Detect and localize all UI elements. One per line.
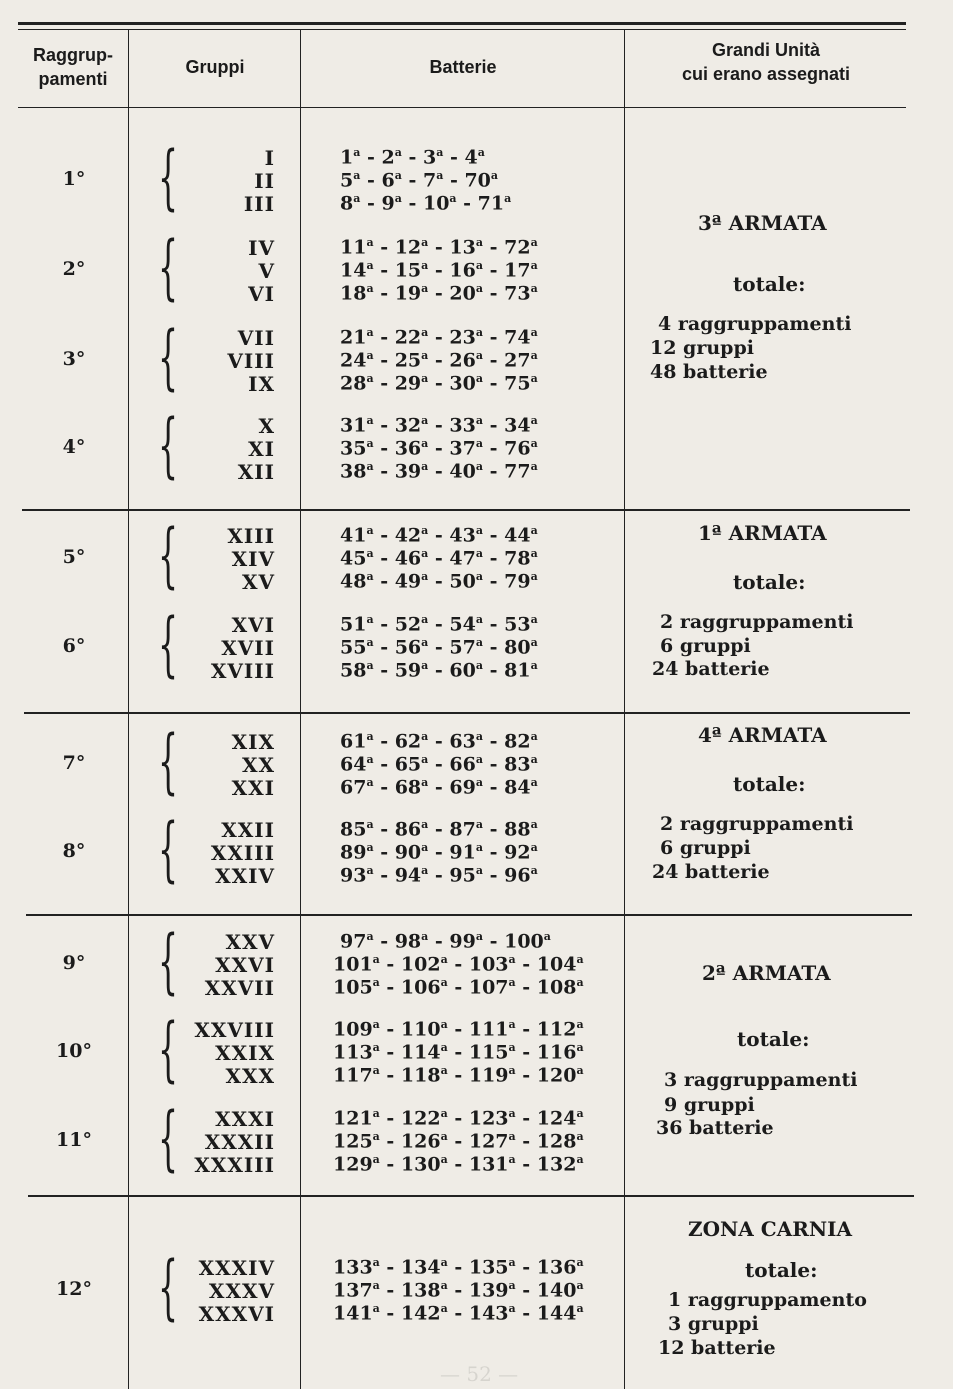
batterie-line: 8$^a$ - 9$^a$ - 10$^a$ - 71$^a$ <box>340 192 512 215</box>
gruppo-label: XXXIII <box>194 1153 275 1177</box>
gruppo-label: XXXV <box>208 1279 275 1303</box>
totale-line: 2 raggruppamenti <box>660 813 854 835</box>
header-grandi-unita: Grandi Unità cui erano assegnati <box>681 40 851 84</box>
totale-line: 9 gruppi <box>664 1094 755 1116</box>
totale-line: 12 batterie <box>658 1337 776 1359</box>
curly-brace-icon: { <box>158 603 179 685</box>
gruppo-label: XXVII <box>204 976 275 1000</box>
grande-unita-name: ZONA CARNIA <box>688 1217 852 1241</box>
batterie-line: 1$^a$ - 2$^a$ - 3$^a$ - 4$^a$ <box>340 146 485 169</box>
batterie-line: 61$^a$ - 62$^a$ - 63$^a$ - 82$^a$ <box>340 730 538 753</box>
raggruppamento-label: 6° <box>62 635 86 657</box>
totale-line: 24 batterie <box>652 861 770 883</box>
batterie-line: 35$^a$ - 36$^a$ - 37$^a$ - 76$^a$ <box>340 437 538 460</box>
gruppo-label: VI <box>248 282 275 306</box>
totale-line: 36 batterie <box>656 1117 774 1139</box>
grande-unita-name: 3ª ARMATA <box>698 211 827 235</box>
gruppo-label: XXV <box>225 930 275 954</box>
batterie-line: 93$^a$ - 94$^a$ - 95$^a$ - 96$^a$ <box>340 864 538 887</box>
gruppo-label: XI <box>248 437 275 461</box>
header-gruppi: Gruppi <box>185 57 245 77</box>
totale-label: totale: <box>737 1027 810 1051</box>
gruppo-label: XXI <box>231 776 275 800</box>
gruppo-label: XXIX <box>215 1041 275 1065</box>
gruppo-label: XXXIV <box>198 1256 275 1280</box>
totale-label: totale: <box>733 772 806 796</box>
gruppo-label: XX <box>241 753 275 777</box>
raggruppamento-label: 9° <box>62 952 86 974</box>
curly-brace-icon: { <box>158 1097 179 1179</box>
gruppo-label: XXX <box>225 1064 275 1088</box>
batterie-line: 117$^a$ - 118$^a$ - 119$^a$ - 120$^a$ <box>333 1064 584 1087</box>
grande-unita-name: 1ª ARMATA <box>698 521 827 545</box>
raggruppamento-label: 4° <box>62 436 86 458</box>
totale-label: totale: <box>745 1258 818 1282</box>
batterie-line: 31$^a$ - 32$^a$ - 33$^a$ - 34$^a$ <box>340 414 538 437</box>
batterie-line: 109$^a$ - 110$^a$ - 111$^a$ - 112$^a$ <box>333 1018 584 1041</box>
raggruppamento-label: 2° <box>62 258 86 280</box>
batterie-line: 105$^a$ - 106$^a$ - 107$^a$ - 108$^a$ <box>333 976 584 999</box>
curly-brace-icon: { <box>158 720 179 802</box>
raggruppamento-label: 7° <box>62 752 86 774</box>
gruppo-label: XXII <box>221 818 275 842</box>
batterie-line: 51$^a$ - 52$^a$ - 54$^a$ - 53$^a$ <box>340 613 538 636</box>
totale-label: totale: <box>733 570 806 594</box>
column-rule-3 <box>624 30 625 1389</box>
totale-line: 3 gruppi <box>668 1313 759 1335</box>
column-rule-2 <box>300 30 301 1389</box>
section-rule-1 <box>22 509 910 511</box>
curly-brace-icon: { <box>158 1008 179 1090</box>
gruppo-label: III <box>243 192 275 216</box>
raggruppamento-label: 5° <box>62 546 86 568</box>
totale-line: 6 gruppi <box>660 837 751 859</box>
gruppo-label: VIII <box>227 349 275 373</box>
batterie-line: 101$^a$ - 102$^a$ - 103$^a$ - 104$^a$ <box>333 953 584 976</box>
gruppo-label: XV <box>241 570 275 594</box>
section-rule-3 <box>26 914 912 916</box>
gruppo-label: IX <box>248 372 275 396</box>
top-rule-thin <box>18 29 906 30</box>
batterie-line: 125$^a$ - 126$^a$ - 127$^a$ - 128$^a$ <box>333 1130 584 1153</box>
batterie-line: 67$^a$ - 68$^a$ - 69$^a$ - 84$^a$ <box>340 776 538 799</box>
batterie-line: 129$^a$ - 130$^a$ - 131$^a$ - 132$^a$ <box>333 1153 584 1176</box>
batterie-line: 58$^a$ - 59$^a$ - 60$^a$ - 81$^a$ <box>340 659 538 682</box>
batterie-line: 11$^a$ - 12$^a$ - 13$^a$ - 72$^a$ <box>340 236 538 259</box>
section-rule-4 <box>28 1195 914 1197</box>
curly-brace-icon: { <box>158 1246 179 1328</box>
top-rule <box>18 22 906 25</box>
batterie-line: 97$^a$ - 98$^a$ - 99$^a$ - 100$^a$ <box>340 930 551 953</box>
gruppo-label: XXIII <box>210 841 275 865</box>
batterie-line: 121$^a$ - 122$^a$ - 123$^a$ - 124$^a$ <box>333 1107 584 1130</box>
batterie-line: 14$^a$ - 15$^a$ - 16$^a$ - 17$^a$ <box>340 259 538 282</box>
totale-line: 24 batterie <box>652 658 770 680</box>
gruppo-label: XXVIII <box>194 1018 275 1042</box>
batterie-line: 5$^a$ - 6$^a$ - 7$^a$ - 70$^a$ <box>340 169 499 192</box>
batterie-line: 48$^a$ - 49$^a$ - 50$^a$ - 79$^a$ <box>340 570 538 593</box>
gruppo-label: II <box>254 169 275 193</box>
curly-brace-icon: { <box>158 316 179 398</box>
raggruppamento-label: 1° <box>62 168 86 190</box>
column-rule-1 <box>128 30 129 1389</box>
header-rule <box>18 107 906 108</box>
raggruppamento-label: 8° <box>62 840 86 862</box>
batterie-line: 133$^a$ - 134$^a$ - 135$^a$ - 136$^a$ <box>333 1256 584 1279</box>
raggruppamento-label: 3° <box>62 348 86 370</box>
totale-line: 2 raggruppamenti <box>660 611 854 633</box>
gruppo-label: XXIV <box>215 864 275 888</box>
gruppo-label: VII <box>237 326 275 350</box>
curly-brace-icon: { <box>158 226 179 308</box>
header-raggruppamenti: Raggrup- pamenti <box>33 45 113 89</box>
curly-brace-icon: { <box>158 514 179 596</box>
batterie-line: 89$^a$ - 90$^a$ - 91$^a$ - 92$^a$ <box>340 841 538 864</box>
section-rule-2 <box>24 712 910 714</box>
gruppo-label: XXVI <box>215 953 275 977</box>
totale-line: 1 raggruppamento <box>668 1289 867 1311</box>
batterie-line: 137$^a$ - 138$^a$ - 139$^a$ - 140$^a$ <box>333 1279 584 1302</box>
gruppo-label: XIV <box>231 547 275 571</box>
gruppo-label: XXXVI <box>198 1302 275 1326</box>
gruppo-label: XVI <box>231 613 275 637</box>
gruppo-label: XVIII <box>210 659 275 683</box>
totale-line: 48 batterie <box>650 361 768 383</box>
batterie-line: 113$^a$ - 114$^a$ - 115$^a$ - 116$^a$ <box>333 1041 584 1064</box>
raggruppamento-label: 11° <box>56 1129 92 1151</box>
batterie-line: 28$^a$ - 29$^a$ - 30$^a$ - 75$^a$ <box>340 372 538 395</box>
header-batterie: Batterie <box>429 57 497 77</box>
gruppo-label: V <box>258 259 275 283</box>
page-number: — 52 — <box>440 1362 519 1386</box>
totale-label: totale: <box>733 272 806 296</box>
curly-brace-icon: { <box>158 136 179 218</box>
gruppo-label: IV <box>248 236 275 260</box>
batterie-line: 55$^a$ - 56$^a$ - 57$^a$ - 80$^a$ <box>340 636 538 659</box>
gruppo-label: XVII <box>221 636 275 660</box>
totale-line: 3 raggruppamenti <box>664 1069 858 1091</box>
curly-brace-icon: { <box>158 920 179 1002</box>
grande-unita-name: 2ª ARMATA <box>702 961 831 985</box>
curly-brace-icon: { <box>158 404 179 486</box>
curly-brace-icon: { <box>158 808 179 890</box>
gruppo-label: X <box>258 414 275 438</box>
raggruppamento-label: 12° <box>56 1278 92 1300</box>
batterie-line: 21$^a$ - 22$^a$ - 23$^a$ - 74$^a$ <box>340 326 538 349</box>
raggruppamento-label: 10° <box>56 1040 92 1062</box>
grande-unita-name: 4ª ARMATA <box>698 723 827 747</box>
batterie-line: 85$^a$ - 86$^a$ - 87$^a$ - 88$^a$ <box>340 818 538 841</box>
totale-line: 6 gruppi <box>660 635 751 657</box>
batterie-line: 24$^a$ - 25$^a$ - 26$^a$ - 27$^a$ <box>340 349 538 372</box>
batterie-line: 141$^a$ - 142$^a$ - 143$^a$ - 144$^a$ <box>333 1302 584 1325</box>
batterie-line: 64$^a$ - 65$^a$ - 66$^a$ - 83$^a$ <box>340 753 538 776</box>
gruppo-label: XXXI <box>215 1107 275 1131</box>
gruppo-label: XIII <box>227 524 275 548</box>
gruppo-label: XXXII <box>204 1130 275 1154</box>
batterie-line: 18$^a$ - 19$^a$ - 20$^a$ - 73$^a$ <box>340 282 538 305</box>
gruppo-label: I <box>264 146 275 170</box>
gruppo-label: XIX <box>231 730 275 754</box>
gruppo-label: XII <box>237 460 275 484</box>
totale-line: 4 raggruppamenti <box>658 313 852 335</box>
totale-line: 12 gruppi <box>650 337 754 359</box>
batterie-line: 45$^a$ - 46$^a$ - 47$^a$ - 78$^a$ <box>340 547 538 570</box>
batterie-line: 38$^a$ - 39$^a$ - 40$^a$ - 77$^a$ <box>340 460 538 483</box>
batterie-line: 41$^a$ - 42$^a$ - 43$^a$ - 44$^a$ <box>340 524 538 547</box>
